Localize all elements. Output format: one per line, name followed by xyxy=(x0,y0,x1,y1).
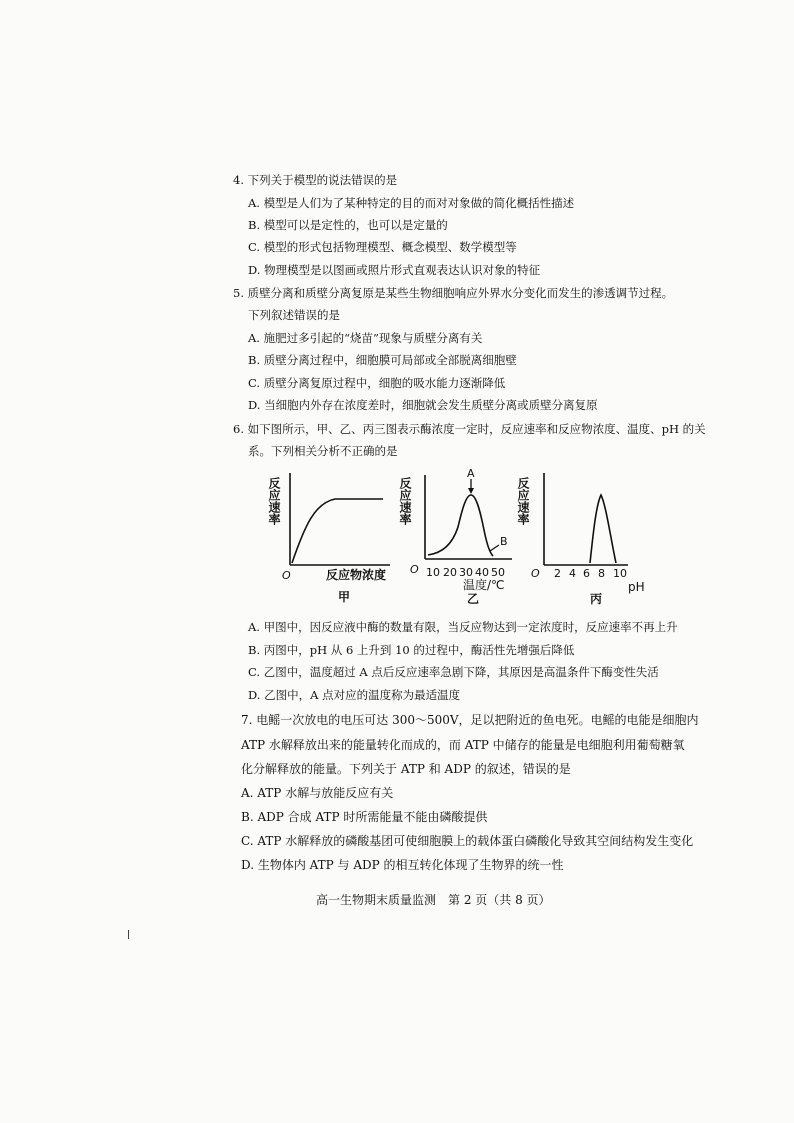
q7-stem: 7. 电鳐一次放电的电压可达 300～500V，足以把附近的鱼电死。电鳐的电能是细胞内 xyxy=(241,713,699,727)
q4-option-d: D. 物理模型是以图画或照片形式直观表达认识对象的特征 xyxy=(248,263,541,277)
q5-option-c: C. 质壁分离复原过程中，细胞的吸水能力逐渐降低 xyxy=(248,376,506,390)
yi-annotation-a: A xyxy=(467,467,475,480)
jia-ylabel: 反应速率 xyxy=(267,477,281,525)
yi-xtick-40: 40 xyxy=(475,566,489,579)
q7-stem-cont-1: ATP 水解释放出来的能量转化而成的，而 ATP 中储存的能量是电细胞利用葡萄糖氧 xyxy=(241,738,685,752)
bing-xlabel: pH xyxy=(628,580,645,594)
q4-option-a: A. 模型是人们为了某种特定的目的而对对象做的简化概括性描述 xyxy=(248,196,575,210)
q5-option-d: D. 当细胞内外存在浓度差时，细胞就会发生质壁分离或质壁分离复原 xyxy=(248,398,598,412)
q7-option-b: B. ADP 合成 ATP 时所需能量不能由磷酸提供 xyxy=(241,810,488,824)
q7-stem-cont-2: 化分解释放的能量。下列关于 ATP 和 ADP 的叙述，错误的是 xyxy=(241,762,571,776)
chart-jia xyxy=(267,473,390,604)
bing-xtick-6: 6 xyxy=(583,567,590,580)
q6-stem-cont: 系。下列相关分析不正确的是 xyxy=(248,444,398,458)
jia-origin: O xyxy=(282,569,291,582)
page-footer: 高一生物期末质量监测 第 2 页（共 8 页） xyxy=(316,893,551,907)
yi-xlabel: 温度/℃ xyxy=(463,578,505,592)
q7-option-c: C. ATP 水解释放的磷酸基团可使细胞膜上的载体蛋白磷酸化导致其空间结构发生变化 xyxy=(241,834,694,848)
q6-option-c: C. 乙图中，温度超过 A 点后反应速率急剧下降，其原因是高温条件下酶变性失活 xyxy=(248,665,659,679)
q5-option-a: A. 施肥过多引起的“烧苗”现象与质壁分离有关 xyxy=(248,331,483,345)
q6-stem: 6. 如下图所示，甲、乙、丙三图表示酶浓度一定时，反应速率和反应物浓度、温度、pH 的关 xyxy=(233,422,706,436)
q4-stem: 4. 下列关于模型的说法错误的是 xyxy=(233,173,398,187)
bing-origin: O xyxy=(531,567,540,580)
q6-option-b: B. 丙图中，pH 从 6 上升到 10 的过程中，酶活性先增强后降低 xyxy=(248,643,575,657)
yi-xtick-10: 10 xyxy=(426,566,440,579)
bing-caption: 丙 xyxy=(590,592,603,606)
q5-option-b: B. 质壁分离过程中，细胞膜可局部或全部脱离细胞壁 xyxy=(248,353,517,367)
bing-curve xyxy=(590,495,616,563)
yi-origin: O xyxy=(410,563,419,576)
q5-stem: 5. 质壁分离和质壁分离复原是某些生物细胞响应外界水分变化而发生的渗透调节过程。 xyxy=(233,286,674,300)
q4-option-b: B. 模型可以是定性的，也可以是定量的 xyxy=(248,218,448,232)
yi-arrow-b xyxy=(490,545,499,551)
q6-option-a: A. 甲图中，因反应液中酶的数量有限，当反应物达到一定浓度时，反应速率不再上升 xyxy=(248,620,678,634)
jia-curve xyxy=(292,499,383,563)
bing-xtick-10: 10 xyxy=(613,567,627,580)
chart-yi xyxy=(398,467,512,606)
q4-option-c: C. 模型的形式包括物理模型、概念模型、数学模型等 xyxy=(248,240,517,254)
q6-figures xyxy=(260,465,660,615)
q7-option-a: A. ATP 水解与放能反应有关 xyxy=(241,786,394,800)
yi-curve xyxy=(428,495,493,556)
q6-option-d: D. 乙图中，A 点对应的温度称为最适温度 xyxy=(248,688,461,702)
yi-xtick-20: 20 xyxy=(443,566,457,579)
bing-xtick-8: 8 xyxy=(598,567,605,580)
yi-caption: 乙 xyxy=(467,592,480,606)
yi-annotation-b: B xyxy=(500,535,508,548)
bing-xtick-4: 4 xyxy=(569,567,576,580)
yi-xtick-50: 50 xyxy=(491,566,505,579)
q7-option-d: D. 生物体内 ATP 与 ADP 的相互转化体现了生物界的统一性 xyxy=(241,858,564,872)
yi-ylabel: 反应速率 xyxy=(398,477,412,525)
bing-ylabel: 反应速率 xyxy=(516,477,530,525)
jia-caption: 甲 xyxy=(338,590,351,604)
yi-xtick-30: 30 xyxy=(459,566,473,579)
chart-bing xyxy=(516,473,645,606)
jia-xlabel: 反应物浓度 xyxy=(326,568,387,582)
bing-xtick-2: 2 xyxy=(554,567,561,580)
scan-mark xyxy=(128,930,129,939)
q5-stem-cont: 下列叙述错误的是 xyxy=(248,308,340,322)
